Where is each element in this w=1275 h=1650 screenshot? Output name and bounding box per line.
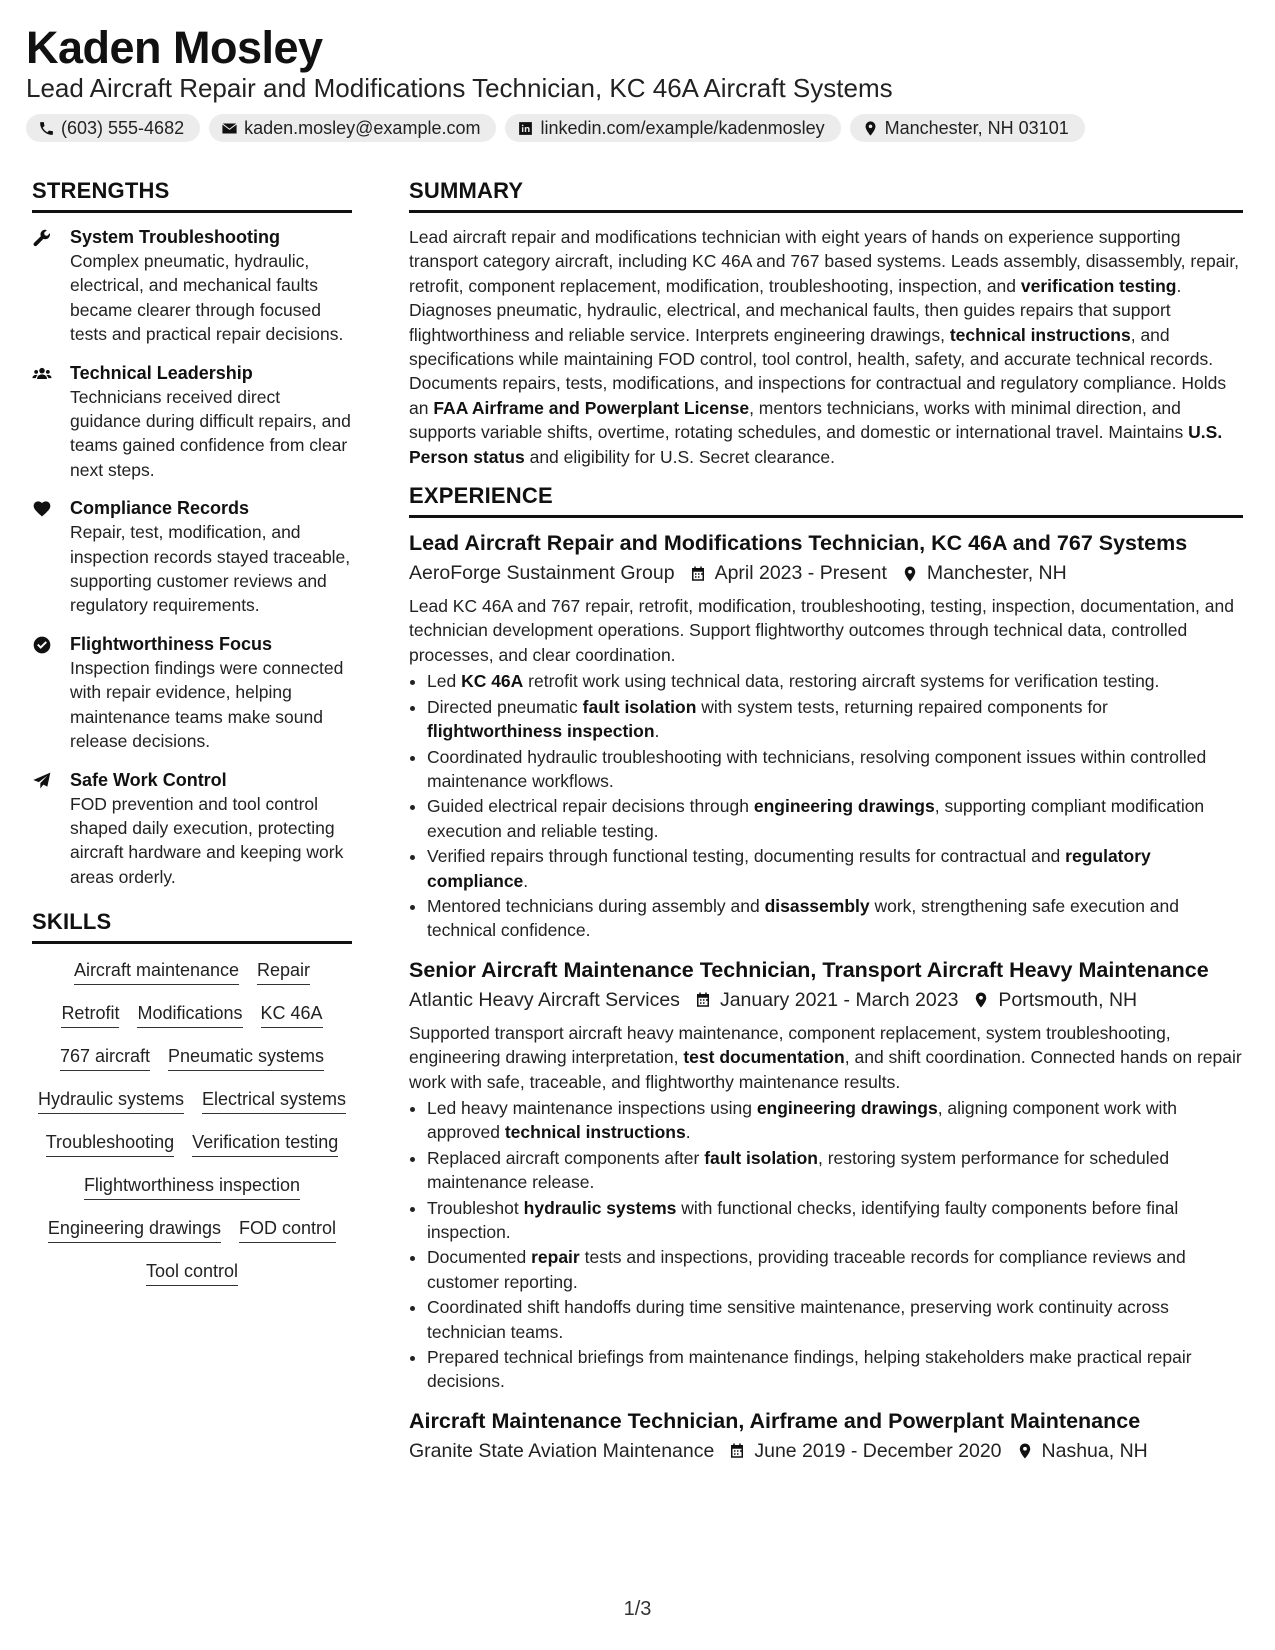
skill-tag: Troubleshooting [46, 1130, 174, 1157]
check-circle-icon [32, 635, 52, 655]
list-item [427, 1245, 1243, 1294]
bold-text: engineering drawings [753, 796, 935, 817]
skill-tag: Modifications [137, 1001, 242, 1028]
text-segment: retrofit work using technical data, restoring aircraft systems for verification testing. [523, 671, 1160, 692]
headline: Lead Aircraft Repair and Modifications Technician, KC 46A Aircraft Systems [26, 73, 893, 103]
job-dates: January 2021 - March 2023 [719, 988, 959, 1011]
text-segment: , and specifications while maintaining FOD control, tool control, health, safety, and accurate technical records. Documents repairs, tests, modifications, and inspections for contractual and regulatory compliance. Holds an [409, 324, 1227, 418]
skill-tag: Engineering drawings [48, 1216, 221, 1243]
strength-item [32, 496, 352, 618]
bold-text: technical instructions [949, 324, 1131, 345]
calendar-icon [728, 1442, 746, 1460]
strength-item [32, 361, 352, 483]
calendar-icon [694, 991, 712, 1009]
job-meta [409, 562, 1243, 585]
skill-tag: Pneumatic systems [168, 1044, 324, 1071]
skill-tag: Repair [257, 958, 310, 985]
contact-text: Manchester, NH 03101 [884, 118, 1069, 138]
text-segment: Mentored technicians during assembly and [427, 895, 765, 916]
job-title: Aircraft Maintenance Technician, Airframe and Powerplant Maintenance [409, 1408, 1141, 1433]
strength-title: Compliance Records [70, 498, 250, 519]
paper-plane-icon [32, 771, 52, 791]
job-intro [409, 1021, 1243, 1094]
job-meta [409, 1440, 1243, 1463]
text-segment: . [685, 1122, 691, 1143]
calendar-icon [689, 565, 707, 583]
list-item [427, 1196, 1243, 1245]
skill-tag: Flightworthiness inspection [84, 1173, 300, 1200]
text-segment: . Diagnoses pneumatic, hydraulic, electrical, and mechanical faults, then guides repairs that support flightworthiness and reliable service. Interprets engineering drawings, [409, 275, 1182, 345]
job-location: Portsmouth, NH [998, 988, 1138, 1011]
experience-list [409, 530, 1243, 1463]
bold-text: fault isolation [582, 696, 697, 717]
skills-heading: SKILLS [32, 909, 352, 944]
list-item [427, 1096, 1243, 1145]
skill-tag: Verification testing [192, 1130, 338, 1157]
bold-text: disassembly [764, 895, 870, 916]
right-column [409, 178, 1243, 1472]
strength-item [32, 225, 352, 347]
job-bullets [409, 669, 1243, 942]
text-segment: Prepared technical briefings from maintenance findings, helping stakeholders make practical repair decisions. [427, 1347, 1192, 1392]
text-segment: , aligning component work with approved [427, 1097, 1177, 1143]
text-segment: work, strengthening safe execution and technical confidence. [427, 895, 1179, 941]
text-segment: Supported transport aircraft heavy maintenance, component replacement, system troubleshooting, engineering drawing interpretation, [409, 1022, 1171, 1068]
bold-text: technical instructions [504, 1122, 686, 1143]
page-number: 1/3 [623, 1598, 652, 1620]
strength-title: System Troubleshooting [70, 227, 281, 247]
job-entry [409, 957, 1243, 1394]
text-segment: Lead aircraft repair and modifications technician with eight years of hands on experience supporting transport category aircraft, including KC 46A and 767 based systems. Leads assembly, disassembly, repair, retrofit, component replacement, modification, troubleshooting, inspection, and [409, 227, 1240, 296]
text-segment: tests and inspections, providing traceable records for compliance reviews and customer reporting. [427, 1247, 1186, 1292]
company-name: Atlantic Heavy Aircraft Services [409, 988, 680, 1011]
text-segment: . [654, 721, 660, 742]
strengths-heading: STRENGTHS [32, 178, 352, 213]
strength-title: Flightworthiness Focus [70, 633, 273, 654]
text-segment: Lead KC 46A and 767 repair, retrofit, modification, troubleshooting, testing, inspection, documentation, and technician development operations. Support flightworthy outcomes through technical data, controlled processes, and clear coordination. [409, 596, 1234, 665]
text-segment: , mentors technicians, works with minimal direction, and supports variable shifts, overtime, rotating schedules, and domestic or international travel. Maintains [409, 397, 1189, 443]
list-item [427, 844, 1243, 893]
linkedin-icon [517, 120, 534, 137]
contact-email[interactable] [209, 114, 496, 142]
bold-text: FAA Airframe and Powerplant License [433, 397, 750, 418]
bold-text: flightworthiness inspection [427, 721, 655, 742]
text-segment: . [523, 870, 529, 891]
strength-desc: FOD prevention and tool control shaped daily execution, protecting aircraft hardware and keeping work areas orderly. [70, 793, 344, 887]
job-entry [409, 1408, 1243, 1463]
users-icon [32, 364, 52, 384]
contact-bar [26, 114, 1085, 142]
text-segment: with system tests, returning repaired components for [696, 696, 1108, 717]
job-location: Nashua, NH [1041, 1439, 1148, 1462]
contact-text: linkedin.com/example/kadenmosley [540, 118, 825, 138]
skill-tag: Aircraft maintenance [74, 958, 239, 985]
text-segment: Led heavy maintenance inspections using [427, 1097, 757, 1118]
skill-tag: KC 46A [261, 1001, 323, 1028]
list-item [427, 794, 1243, 843]
text-segment: and eligibility for U.S. Secret clearance. [524, 446, 836, 467]
text-segment: Replaced aircraft components after [427, 1147, 705, 1168]
skill-tag: Electrical systems [202, 1087, 346, 1114]
job-intro [409, 594, 1243, 667]
text-segment: , restoring system performance for scheduled maintenance release. [427, 1147, 1170, 1193]
text-segment: , and shift coordination. Connected hands on repair work with safe, traceable, and flightworthy maintenance results. [409, 1047, 1242, 1092]
list-item [427, 1146, 1243, 1195]
bold-text: engineering drawings [756, 1097, 938, 1118]
text-segment: , supporting compliant modification execution and reliable testing. [427, 796, 1205, 841]
strength-title: Technical Leadership [70, 362, 253, 383]
company-name: AeroForge Sustainment Group [409, 562, 675, 585]
skill-tag: 767 aircraft [60, 1044, 150, 1071]
skill-tag: Retrofit [61, 1001, 119, 1028]
bold-text: repair [531, 1247, 580, 1268]
strength-title: Safe Work Control [70, 769, 227, 790]
map-pin-icon [901, 565, 919, 583]
text-segment: Led [427, 671, 462, 692]
strength-item [32, 768, 352, 890]
list-item [427, 1345, 1243, 1394]
strength-desc: Complex pneumatic, hydraulic, electrical, and mechanical faults became clearer through focused tests and practical repair decisions. [70, 251, 344, 345]
skill-tag: Hydraulic systems [38, 1087, 184, 1114]
bold-text: verification testing [1020, 275, 1177, 296]
summary-heading: SUMMARY [409, 178, 1243, 213]
text-segment: Coordinated shift handoffs during time sensitive maintenance, preserving work continuity across technician teams. [427, 1297, 1169, 1342]
summary-text [409, 225, 1243, 469]
job-entry [409, 530, 1243, 943]
skill-tag: FOD control [239, 1216, 336, 1243]
text-segment: Coordinated hydraulic troubleshooting with technicians, resolving component issues within controlled maintenance workflows. [427, 746, 1207, 791]
heart-icon [32, 499, 52, 519]
strength-item [32, 632, 352, 754]
text-segment: Directed pneumatic [427, 696, 583, 717]
bold-text: U.S. Person status [409, 422, 1223, 467]
job-dates: June 2019 - December 2020 [754, 1439, 1002, 1462]
bold-text: KC 46A [461, 671, 524, 692]
contact-text: (603) 555-4682 [61, 118, 185, 138]
strength-desc: Repair, test, modification, and inspection records stayed traceable, supporting customer reviews and regulatory requirements. [70, 522, 351, 616]
job-dates: April 2023 - Present [714, 562, 887, 585]
job-meta [409, 989, 1243, 1012]
bold-text: test documentation [683, 1047, 845, 1068]
job-location: Manchester, NH [926, 562, 1067, 585]
text-segment: Troubleshot [427, 1197, 524, 1218]
wrench-icon [32, 228, 52, 248]
envelope-icon [221, 120, 238, 137]
map-pin-icon [862, 120, 879, 137]
experience-heading: EXPERIENCE [409, 483, 1243, 518]
list-item [427, 1295, 1243, 1344]
bold-text: fault isolation [704, 1147, 818, 1168]
text-segment: with functional checks, identifying faulty components before final inspection. [427, 1197, 1179, 1242]
strength-desc: Inspection findings were connected with repair evidence, helping maintenance teams make sound release decisions. [70, 657, 344, 752]
job-title: Lead Aircraft Repair and Modifications Technician, KC 46A and 767 Systems [409, 531, 1188, 556]
contact-phone[interactable] [26, 114, 200, 142]
strength-desc: Technicians received direct guidance during difficult repairs, and teams gained confidence from clear next steps. [70, 386, 351, 480]
contact-text: kaden.mosley@example.com [244, 118, 481, 138]
job-title: Senior Aircraft Maintenance Technician, Transport Aircraft Heavy Maintenance [409, 957, 1209, 982]
contact-location[interactable] [850, 114, 1085, 142]
candidate-name: Kaden Mosley [26, 22, 323, 73]
map-pin-icon [972, 991, 990, 1009]
skills-list [32, 958, 352, 1286]
skill-tag: Tool control [146, 1259, 238, 1286]
list-item [427, 894, 1243, 943]
text-segment: Documented [427, 1247, 532, 1268]
list-item [427, 695, 1243, 744]
list-item [427, 669, 1243, 693]
company-name: Granite State Aviation Maintenance [409, 1439, 715, 1462]
bold-text: regulatory compliance [427, 846, 1151, 891]
bold-text: hydraulic systems [523, 1197, 677, 1218]
text-segment: Verified repairs through functional testing, documenting results for contractual and [427, 846, 1066, 867]
left-column [32, 178, 352, 1286]
text-segment: Guided electrical repair decisions through [427, 796, 754, 817]
list-item [427, 745, 1243, 794]
phone-icon [38, 120, 55, 137]
map-pin-icon [1016, 1442, 1034, 1460]
contact-linkedin[interactable] [505, 114, 840, 142]
job-bullets [409, 1096, 1243, 1394]
